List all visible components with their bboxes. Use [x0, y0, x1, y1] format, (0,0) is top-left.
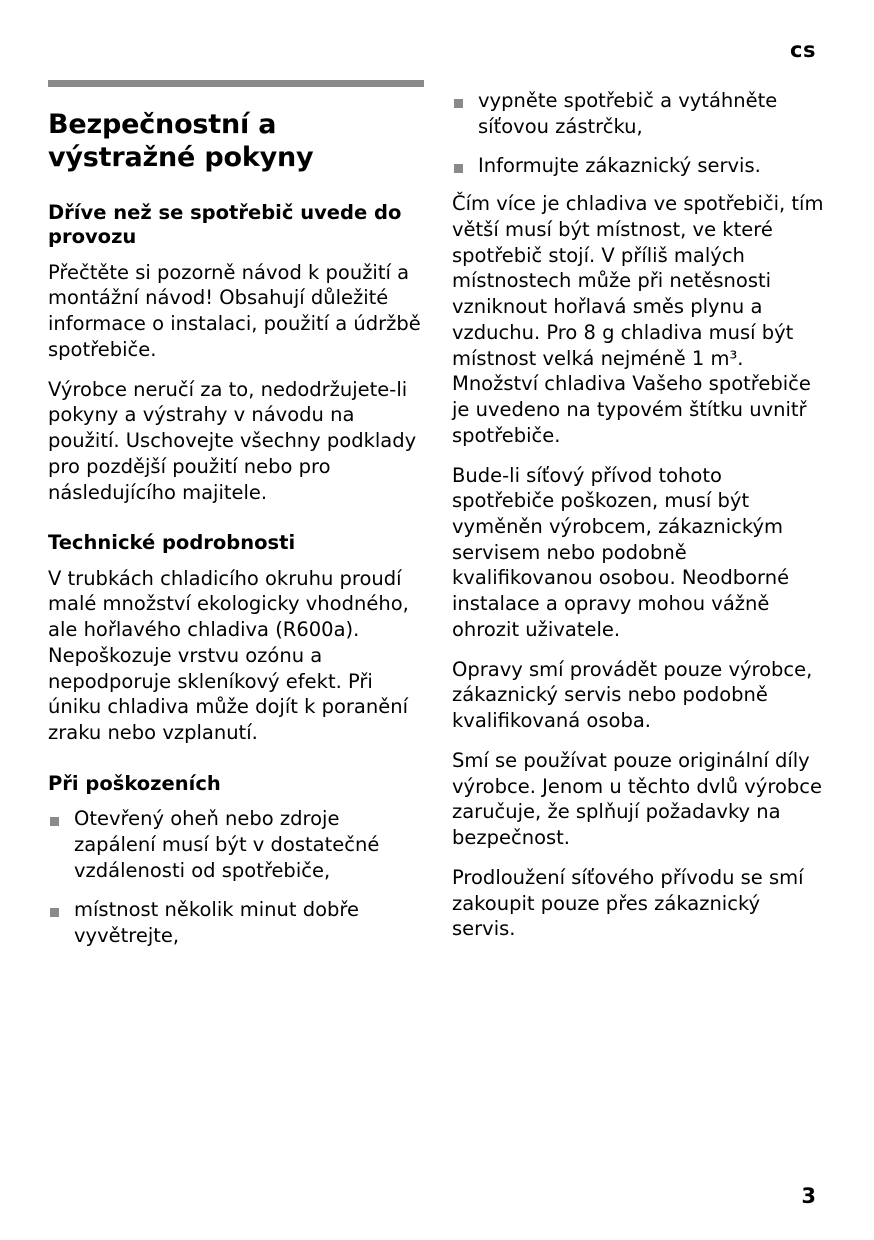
square-bullet-icon [454, 99, 463, 108]
continued-bullet-list [452, 88, 828, 179]
damage-bullet-list [48, 806, 424, 949]
page-title: Bezpečnostní a výstražné pokyny [48, 109, 314, 173]
right-column [452, 80, 828, 961]
section-heading-before-use: Dříve než se spotřebič uvede do provozu [48, 200, 402, 249]
paragraph: Prodloužení síťového přívodu se smí zakoupit pouze přes zákaznický servis. [452, 865, 804, 941]
paragraph: Výrobce neručí za to, nedodržujete-li pokyny a výstrahy v návodu na použití. Uschovejte všechny podklady pro pozdější použití nebo pro následujícího majitele. [48, 377, 417, 504]
paragraph: Smí se používat pouze originální díly výrobce. Jenom u těchto dvlů výrobce zaručuje, že splňují požadavky na bezpečnost. [452, 748, 822, 850]
paragraph: Čím více je chladiva ve spotřebiči, tím větší musí být místnost, ve které spotřebič stojí. V příliš malých místnostech může při netěsnosti vzniknout hořlavá směs plynu a vzduchu. Pro 8 g chladiva musí být místnost velká nejméně 1 m³. Množství chladiva Vašeho spotřebiče je uvedeno na typovém štítku uvnitř spotřebiče. [452, 192, 824, 447]
paragraph: Bude-li síťový přívod tohoto spotřebiče poškozen, musí být vyměněn výrobcem, zákaznickým servisem nebo podobně kvalifikovanou osobou. Neodborné instalace a opravy mohou vážně ohrozit uživatele. [452, 463, 790, 641]
title-rule [48, 80, 424, 87]
list-item-text: místnost několik minut dobře vyvětrejte, [74, 898, 359, 948]
section-heading-technical-details: Technické podrobnosti [48, 531, 296, 555]
language-code: cs [790, 38, 816, 62]
list-item-text: Otevřený oheň nebo zdroje zapálení musí být v dostatečné vzdálenosti od spotřebiče, [74, 807, 380, 882]
paragraph: V trubkách chladicího okruhu proudí malé množství ekologicky vhodného, ale hořlavého chladiva (R600a). Nepoškozuje vrstvu ozónu a nepodporuje skleníkový efekt. Při úniku chladiva může dojít k poranění zraku nebo vzplanutí. [48, 566, 409, 745]
square-bullet-icon [454, 164, 463, 173]
page-number: 3 [801, 1184, 816, 1208]
list-item [48, 806, 424, 883]
square-bullet-icon [50, 908, 59, 917]
section-heading-damage: Při poškozeních [48, 771, 221, 795]
square-bullet-icon [50, 817, 59, 826]
paragraph: Přečtěte si pozorně návod k použití a montážní návod! Obsahují důležité informace o instalaci, použití a údržbě spotřebiče. [48, 260, 421, 361]
list-item-text: vypněte spotřebič a vytáhněte síťovou zástrčku, [478, 89, 778, 138]
paragraph: Opravy smí provádět pouze výrobce, zákaznický servis nebo podobně kvalifikovaná osoba. [452, 657, 813, 733]
two-column-layout [48, 80, 828, 961]
list-item-text: Informujte zákaznický servis. [478, 154, 761, 178]
list-item [452, 88, 828, 139]
left-column [48, 80, 424, 961]
list-item [452, 153, 828, 179]
list-item [48, 897, 424, 948]
